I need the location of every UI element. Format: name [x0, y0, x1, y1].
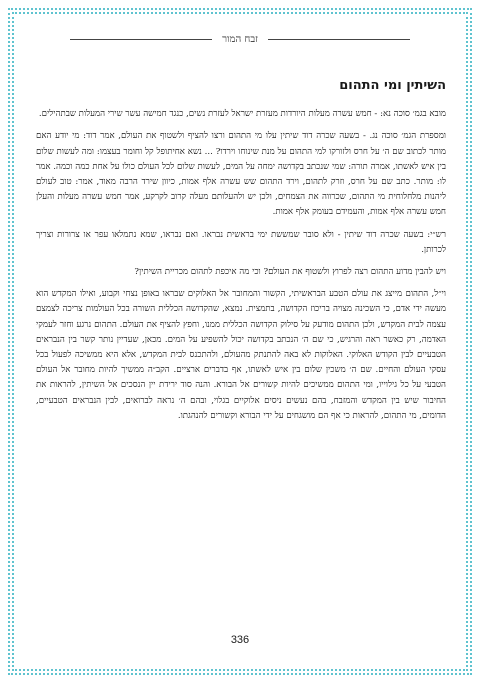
paragraph-gemara-sukkah-51: מובא בגמ׳ סוכה נא: - חמש עשרה מעלות היורדות מעזרת ישראל לעזרת נשים, כנגד חמישה עשר שירי המעלות שבתהילים.	[38, 109, 446, 120]
running-header-title: זבח המור	[222, 33, 258, 45]
running-header	[70, 30, 410, 48]
paragraph-explanation: וי״ל, התהום מייצג את עולם הטבע הבראשיתי, הקשור והמחובר אל האלוקים שבראו באופן נצחי וקבוע, ואילו המקדש הוא מעשה ידי אדם, כי השכינה מצויה בריכוז הקדושה, בתמצית. נמצא, שהקדושה הכללית השורה בכל העולמות צריכה לצמצם עצמה לבית המקדש, ולכן התהום מודעק על סילוק הקדושה הכללית ממנו, וחפץ להציף את העולם. התהום נרגע וחזר לעמקי האדמה, רק כאשר ראה והרגיש, כי שם ה׳ הנכתב בקדושה יכול להשפיע על המים. מכאן, שעדיין נותר קשר בין הנבראים הטבעיים לבין הקודש האלוקי. האלוקות לא באה להתנתק מהעולם, ולהתכנס לבית המקדש, אלא היא ממשיכה לפעול בכל עסקי העולם והחיים. שם ה׳ משכין שלום בין איש לאשתו, אף בדברים ארציים. הקב״ה ממשיך להיות מחובר אל העולם הטבעי על כל גילוייו, ומי התהום ממשיכים להיות קשורים אל הבורא. והנה סוד ירידת יין הנסכים אל השיתין, להראות את החיבור שיש בין המקדש והמזבח, בהם נעשים ניסים אלוקיים בגלוי, ובהם ה׳ נראה לברואים, לבין הנבראים הטבעיים, הדומים, מי התהום, להראות כי אף הם מושגחים על ידי הבורא וקשורים להנהגתו.	[36, 289, 446, 421]
header-rule-right	[268, 39, 410, 40]
page-number: 336	[230, 634, 250, 646]
paragraph-question: ויש להבין מדוע התהום רצה לפרוץ ולשטוף את העולם? וכי מה איכפת לתהום מכריית השיתין?	[134, 267, 446, 278]
section-title: השיתין ומי התהום	[339, 78, 446, 93]
paragraph-gemara-sukkah-53: ומספרת הגמ׳ סוכה נג. - בשעה שכרה דוד שיתין עלו מי התהום ורצו להציף ולשטוף את העולם, אמר דוד: מי יודע האם מותר לכתוב שם ה׳ על חרס ולזורקו למי התהום על מנת שינוחו וירדו? ... נשא אחיתופל קל וחומר בעצמו: ומה לעשות שלום בין איש לאשתו, אמרה תורה: שמי שנכתב בקדושה ימחה על המים, לעשות שלום לכל העולם כולו על אחת כמה וכמה. אמר לו: מותר. כתב שם על חרס, וזרק לתהום, וירד התהום שש עשרה אלף אמות, כיוון שירד הרבה מאוד, אמר: טוב לעולם ליהנות מלחלוחית מי התהום, שכרווה את הצמחים, ולכן יש ולהעלותם מעלה קרוב לקרקע, אמר חמש עשרה מעלות והעלן חמש עשרה אלף אמות, והעמידם בעומק אלף אמות.	[36, 131, 446, 218]
page-body	[36, 78, 446, 431]
header-rule-left	[70, 39, 212, 40]
paragraph-rashi: רש״י: בשעה שכרה דוד שיתין - ולא סובר שמששת ימי בראשית נבראו. ואם נבראו, שמא נתמלאו עפר או צרורות וצריך לכרותן.	[36, 229, 446, 255]
